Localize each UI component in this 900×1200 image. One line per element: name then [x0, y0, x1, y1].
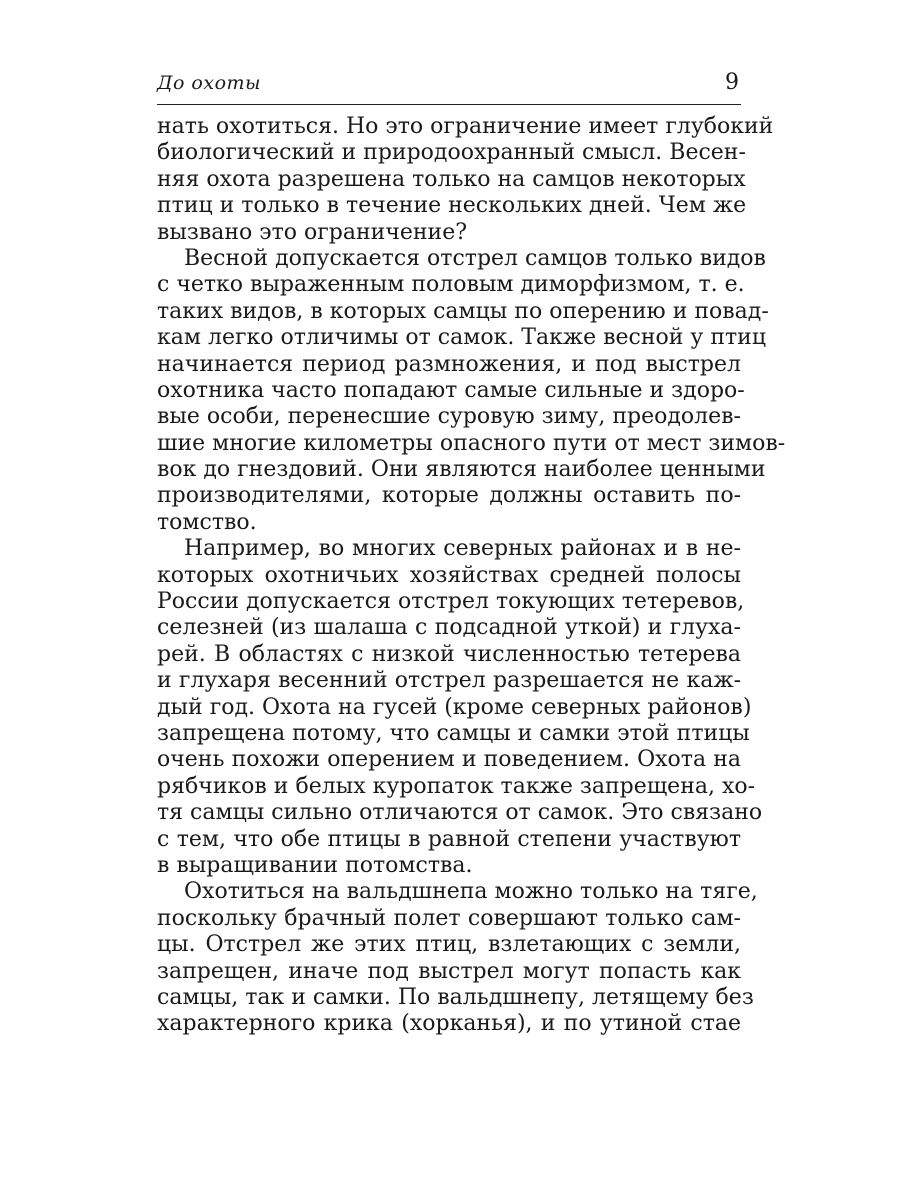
- running-title: До охоты: [157, 72, 262, 94]
- text-line: цы. Отстрел же этих птиц, взлетающих с земли,: [157, 932, 741, 958]
- body-text: [157, 114, 786, 1038]
- text-line: рей. В областях с низкой численностью тетерева: [157, 641, 741, 667]
- text-line: рябчиков и белых куропаток также запрещена, хо-: [157, 773, 756, 799]
- text-line: России допускается отстрел токующих тетеревов,: [157, 589, 745, 615]
- text-line: поскольку брачный полет совершают только сам-: [157, 905, 741, 931]
- text-line: охотника часто попадают самые сильные и здоро-: [157, 377, 745, 403]
- text-line: вок до гнездовий. Они являются наиболее ценными: [157, 457, 766, 483]
- text-line: запрещена потому, что самцы и самки этой птицы: [157, 720, 750, 746]
- text-line: шие многие километры опасного пути от мест зимов-: [157, 430, 786, 456]
- text-line: в выращивании потомства.: [157, 852, 473, 878]
- text-line: Весной допускается отстрел самцов только видов: [184, 245, 766, 271]
- text-line: производителями, которые должны оставить по-: [157, 483, 741, 509]
- text-line: дый год. Охота на гусей (кроме северных районов): [157, 694, 752, 720]
- text-line: и глухаря весенний отстрел разрешается не каж-: [157, 668, 741, 694]
- page-number: 9: [725, 70, 739, 95]
- text-line: с четко выраженным половым диморфизмом, т. е.: [157, 272, 745, 298]
- text-line: с тем, что обе птицы в равной степени участвуют: [157, 826, 741, 852]
- text-line: Охотиться на вальдшнепа можно только на тяге,: [184, 879, 758, 905]
- text-line: очень похожи оперением и поведением. Охота на: [157, 747, 741, 773]
- running-head: [157, 70, 741, 105]
- text-line: кам легко отличимы от самок. Также весной у птиц: [157, 325, 766, 351]
- text-line: запрещен, иначе под выстрел могут попасть как: [157, 958, 741, 984]
- text-line: томство.: [157, 509, 257, 535]
- text-line: самцы, так и самки. По вальдшнепу, летящему без: [157, 984, 754, 1010]
- text-line: характерного крика (хорканья), и по утиной стае: [157, 1011, 741, 1037]
- text-line: птиц и только в течение нескольких дней. Чем же: [157, 193, 747, 219]
- text-line: вые особи, перенесшие суровую зиму, преодолев-: [157, 404, 741, 430]
- text-line: биологический и природоохранный смысл. Весен-: [157, 140, 746, 166]
- text-line: тя самцы сильно отличаются от самок. Это связано: [157, 800, 763, 826]
- text-line: селезней (из шалаша с подсадной уткой) и глуха-: [157, 615, 741, 641]
- text-line: начинается период размножения, и под выстрел: [157, 351, 741, 377]
- text-line: таких видов, в которых самцы по оперению и повад-: [157, 298, 769, 324]
- text-line: няя охота разрешена только на самцов некоторых: [157, 166, 746, 192]
- text-line: нать охотиться. Но это ограничение имеет глубокий: [157, 114, 774, 139]
- text-line: которых охотничьих хозяйствах средней полосы: [157, 562, 741, 588]
- text-line: вызвано это ограничение?: [157, 219, 468, 245]
- text-line: Например, во многих северных районах и в не-: [184, 536, 741, 562]
